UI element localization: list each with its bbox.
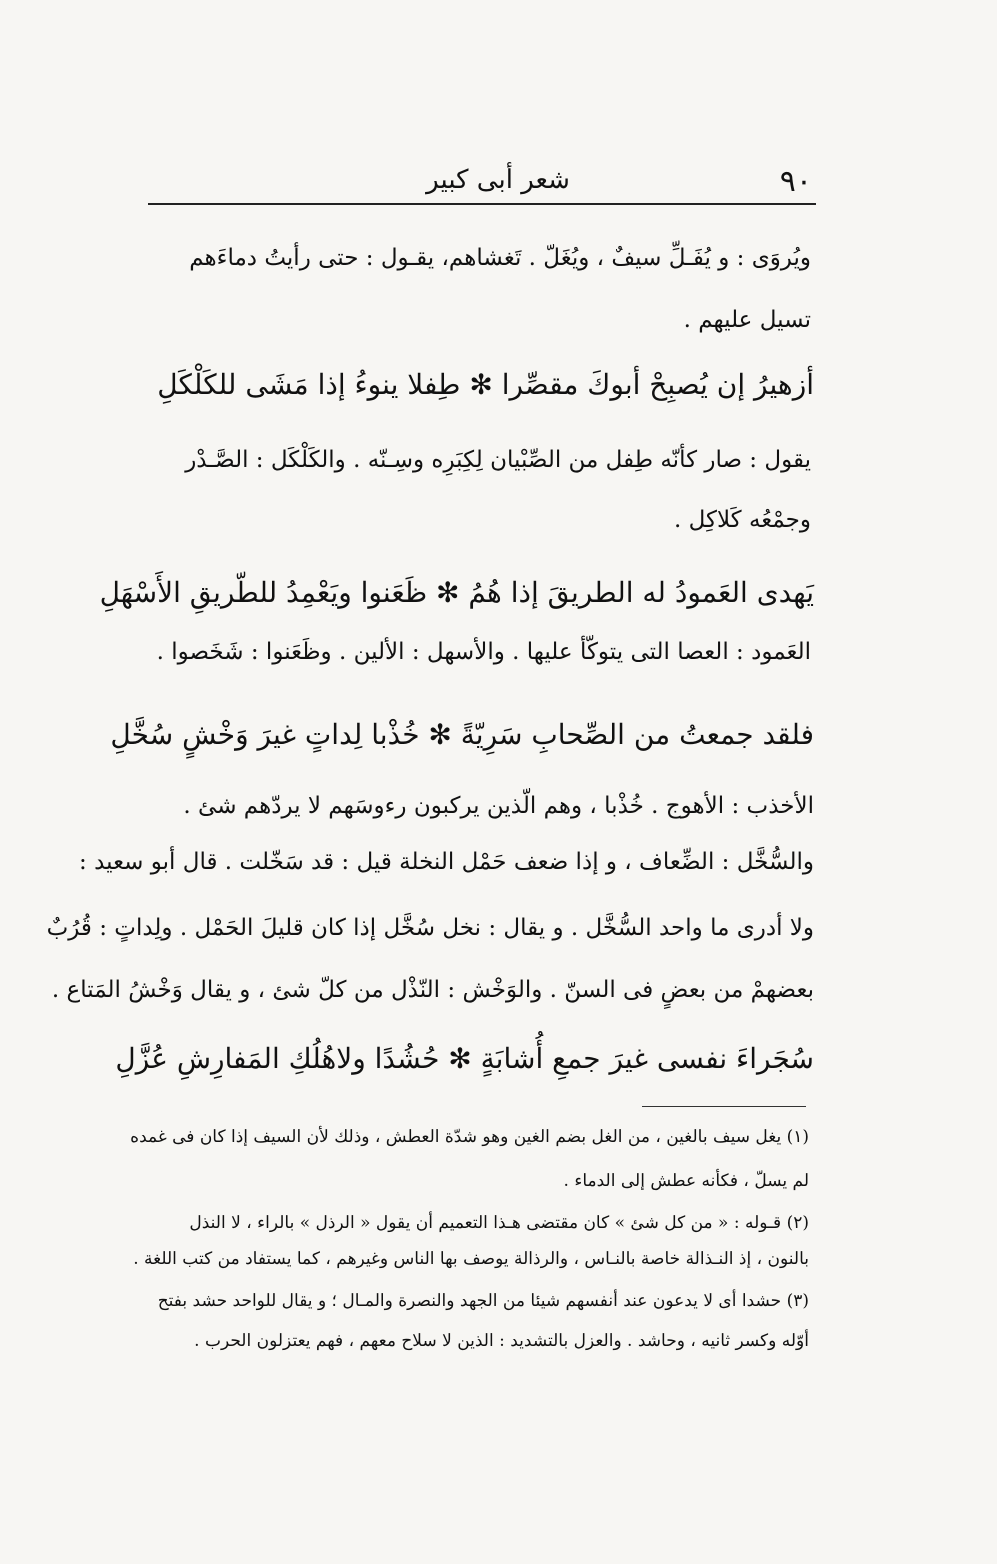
running-head	[148, 150, 816, 204]
commentary-line: والسُّخَّل : الضِّعاف ، و إذا ضعف حَمْل النخلة قيل : قد سَخّلت . قال أبو سعيد :	[79, 849, 814, 875]
footnote-line: أوّله وكسر ثانيه ، وحاشد . والعزل بالتشديد : الذين لا سلاح معهم ، فهم يعتزلون الحرب .	[194, 1331, 809, 1351]
commentary-line: تسيل عليهم .	[683, 307, 811, 333]
footnote-line: (٣) حشدا أى لا يدعون عند أنفسهم شيئا من الجهد والنصرة والمـال ؛ و يقال للواحد حشد بفتح	[157, 1291, 809, 1311]
commentary-line: وجمْعُه كَلاكِل .	[673, 507, 811, 533]
header-rule	[148, 203, 816, 205]
page-number: ٩٠	[779, 164, 812, 199]
verse-line: سُجَراءَ نفسى غيرَ جمعِ أُشابَةٍ ✻ حُشُدًا ولاهُلُكِ المَفارِشِ عُزَّلِ	[115, 1042, 814, 1075]
footnote-line: (١) يغل سيف بالغين ، من الغل بضم الغين وهو شدّة العطش ، وذلك لأن السيف إذا كان فى غمده	[130, 1127, 809, 1147]
commentary-line: ويُروَى : و يُفَـلِّ سيفٌ ، ويُغَلّ . تَغشاهم، يقـول : حتى رأيتُ دماءَهم	[189, 245, 811, 271]
verse-line: يَهدى العَمودُ له الطريقَ إذا هُمُ ✻ ظَعَنوا ويَعْمِدُ للطّريقِ الأَسْهَلِ	[99, 576, 814, 609]
commentary-line: العَمود : العصا التى يتوكّأ عليها . والأسهل : الألين . وظَعَنوا : شَخَصوا .	[156, 639, 811, 665]
footnote-line: لم يسلّ ، فكأنه عطش إلى الدماء .	[563, 1171, 809, 1191]
commentary-line: يقول : صار كأنّه طِفل من الصِّبْيان لِكِبَرِه وسِـنّه . والكَلْكَل : الصَّـدْر	[185, 447, 811, 473]
commentary-line: ولا أدرى ما واحد السُّخَّل . و يقال : نخل سُخَّل إذا كان قليلَ الحَمْل . ولِداتٍ : قُرُبٌ	[46, 915, 814, 941]
verse-line: فلقد جمعتُ من الصِّحابِ سَرِيّةً ✻ خُذْبا لِداتٍ غيرَ وَخْشٍ سُخَّلِ	[110, 718, 814, 751]
footnote-line: (٢) قـوله : « من كل شئ » كان مقتضى هـذا التعميم أن يقول « الرذل » بالراء ، لا النذل	[189, 1213, 809, 1233]
footnote-line: بالنون ، إذ النـذالة خاصة بالنـاس ، والرذالة يوصف بها الناس وغيرهم ، كما يستفاد من كتب اللغة .	[133, 1249, 809, 1269]
footnote-rule	[642, 1106, 806, 1107]
book-title: شعر أبى كبير	[426, 165, 570, 195]
commentary-line: بعضهمْ من بعضٍ فى السنّ . والوَخْش : النّذْل من كلّ شئ ، و يقال وَخْشُ المَتاع .	[51, 977, 814, 1003]
commentary-line: الأخذب : الأهوج . خُذْبا ، وهم الّذين يركبون رءوسَهم لا يردّهم شئ .	[183, 793, 814, 819]
verse-line: أزهيرُ إن يُصبِحْ أبوكَ مقصِّرا ✻ طِفلا ينوءُ إذا مَشَى للكَلْكَلِ	[157, 368, 814, 401]
